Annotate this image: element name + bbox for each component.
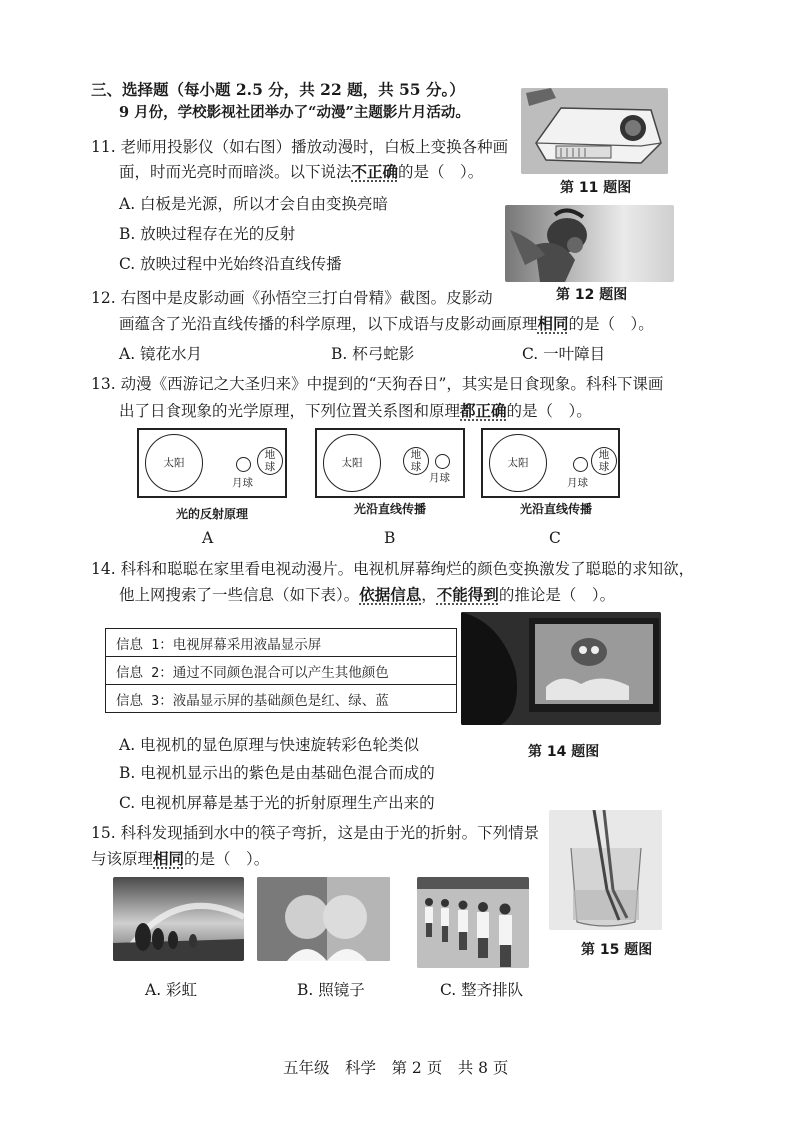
q11-option-b[interactable]: B. 放映过程存在光的反射 (119, 225, 296, 243)
q15-option-b[interactable]: B. 照镜子 (297, 981, 365, 999)
q14-option-b[interactable]: B. 电视机显示出的紫色是由基础色混合而成的 (119, 764, 435, 782)
diagram-c-caption: 光沿直线传播 (519, 502, 592, 516)
diagram-a-caption: 光的反射原理 (175, 507, 248, 521)
diagram-a[interactable] (137, 428, 287, 498)
queue-photo[interactable] (417, 877, 529, 968)
sun-circle: 太阳 (145, 434, 203, 492)
q15-line1: 15. 科科发现插到水中的筷子弯折，这是由于光的折射。下列情景 (91, 824, 540, 842)
q15-option-c[interactable]: C. 整齐排队 (440, 981, 524, 999)
earth-circle: 地 球 (591, 447, 617, 475)
moon-circle (435, 454, 450, 469)
rainbow-photo[interactable] (113, 877, 244, 961)
q12-option-b[interactable]: B. 杯弓蛇影 (331, 345, 415, 363)
earth-circle: 地 球 (257, 447, 283, 475)
section-header: 三、选择题（每小题 2.5 分，共 22 题，共 55 分。） (91, 80, 465, 99)
q11-option-a[interactable]: A. 白板是光源，所以才会自由变换亮暗 (119, 195, 389, 213)
diagram-b-caption: 光沿直线传播 (353, 502, 426, 516)
info-table (105, 628, 457, 713)
moon-label: 月球 (429, 472, 450, 484)
q15-option-a[interactable]: A. 彩虹 (145, 981, 198, 999)
diagram-b[interactable] (315, 428, 465, 498)
q11-line1: 11. 老师用投影仪（如右图）播放动漫时，白板上变换各种画 (91, 138, 509, 156)
context-text: 9 月份，学校影视社团举办了“动漫”主题影片月活动。 (119, 104, 470, 121)
diagram-b-letter: B (384, 529, 396, 547)
projector-photo (521, 88, 668, 174)
info-row-2: 信息 2：通过不同颜色混合可以产生其他颜色 (106, 657, 457, 685)
earth-circle: 地 球 (403, 447, 429, 475)
q14-figure-caption: 第 14 题图 (528, 744, 600, 760)
sun-circle: 太阳 (323, 434, 381, 492)
diagram-c-letter: C (549, 529, 561, 547)
tv-photo (461, 612, 661, 725)
q11-option-c[interactable]: C. 放映过程中光始终沿直线传播 (119, 255, 342, 273)
q11-line2: 面，时而光亮时而暗淡。以下说法不正确的是（ ）。 (119, 162, 484, 181)
q14-option-c[interactable]: C. 电视机屏幕是基于光的折射原理生产出来的 (119, 794, 435, 812)
q14-line1: 14. 科科和聪聪在家里看电视动漫片。电视机屏幕绚烂的颜色变换激发了聪聪的求知欲， (91, 560, 695, 578)
q12-figure-caption: 第 12 题图 (556, 287, 628, 303)
chopsticks-in-water-photo (549, 810, 662, 930)
shadow-puppet-photo (505, 205, 674, 282)
moon-circle (573, 457, 588, 472)
q13-line2: 出了日食现象的光学原理，下列位置关系图和原理都正确的是（ ）。 (119, 401, 592, 420)
q13-line1: 13. 动漫《西游记之大圣归来》中提到的“天狗吞日”，其实是日食现象。科科下课画 (91, 375, 664, 393)
sun-circle: 太阳 (489, 434, 547, 492)
q14-option-a[interactable]: A. 电视机的显色原理与快速旋转彩色轮类似 (119, 736, 420, 754)
q14-line2: 他上网搜索了一些信息（如下表）。依据信息，不能得到的推论是（ ）。 (119, 585, 616, 604)
moon-circle (236, 457, 251, 472)
moon-label: 月球 (567, 477, 588, 489)
q12-line2: 画蕴含了光沿直线传播的科学原理，以下成语与皮影动画原理相同的是（ ）。 (119, 314, 654, 333)
q15-figure-caption: 第 15 题图 (581, 942, 653, 958)
diagram-a-letter: A (202, 529, 214, 547)
mirror-photo[interactable] (257, 877, 390, 961)
page-footer: 五年级 科学 第 2 页 共 8 页 (283, 1059, 509, 1077)
info-row-3: 信息 3：液晶显示屏的基础颜色是红、绿、蓝 (106, 685, 457, 713)
moon-label: 月球 (232, 477, 253, 489)
q12-option-c[interactable]: C. 一叶障目 (522, 345, 606, 363)
q12-line1: 12. 右图中是皮影动画《孙悟空三打白骨精》截图。皮影动 (91, 289, 493, 307)
info-row-1: 信息 1：电视屏幕采用液晶显示屏 (106, 629, 457, 657)
q11-figure-caption: 第 11 题图 (560, 180, 632, 196)
q12-option-a[interactable]: A. 镜花水月 (119, 345, 203, 363)
diagram-c[interactable] (481, 428, 620, 498)
q15-line2: 与该原理相同的是（ ）。 (91, 849, 270, 868)
